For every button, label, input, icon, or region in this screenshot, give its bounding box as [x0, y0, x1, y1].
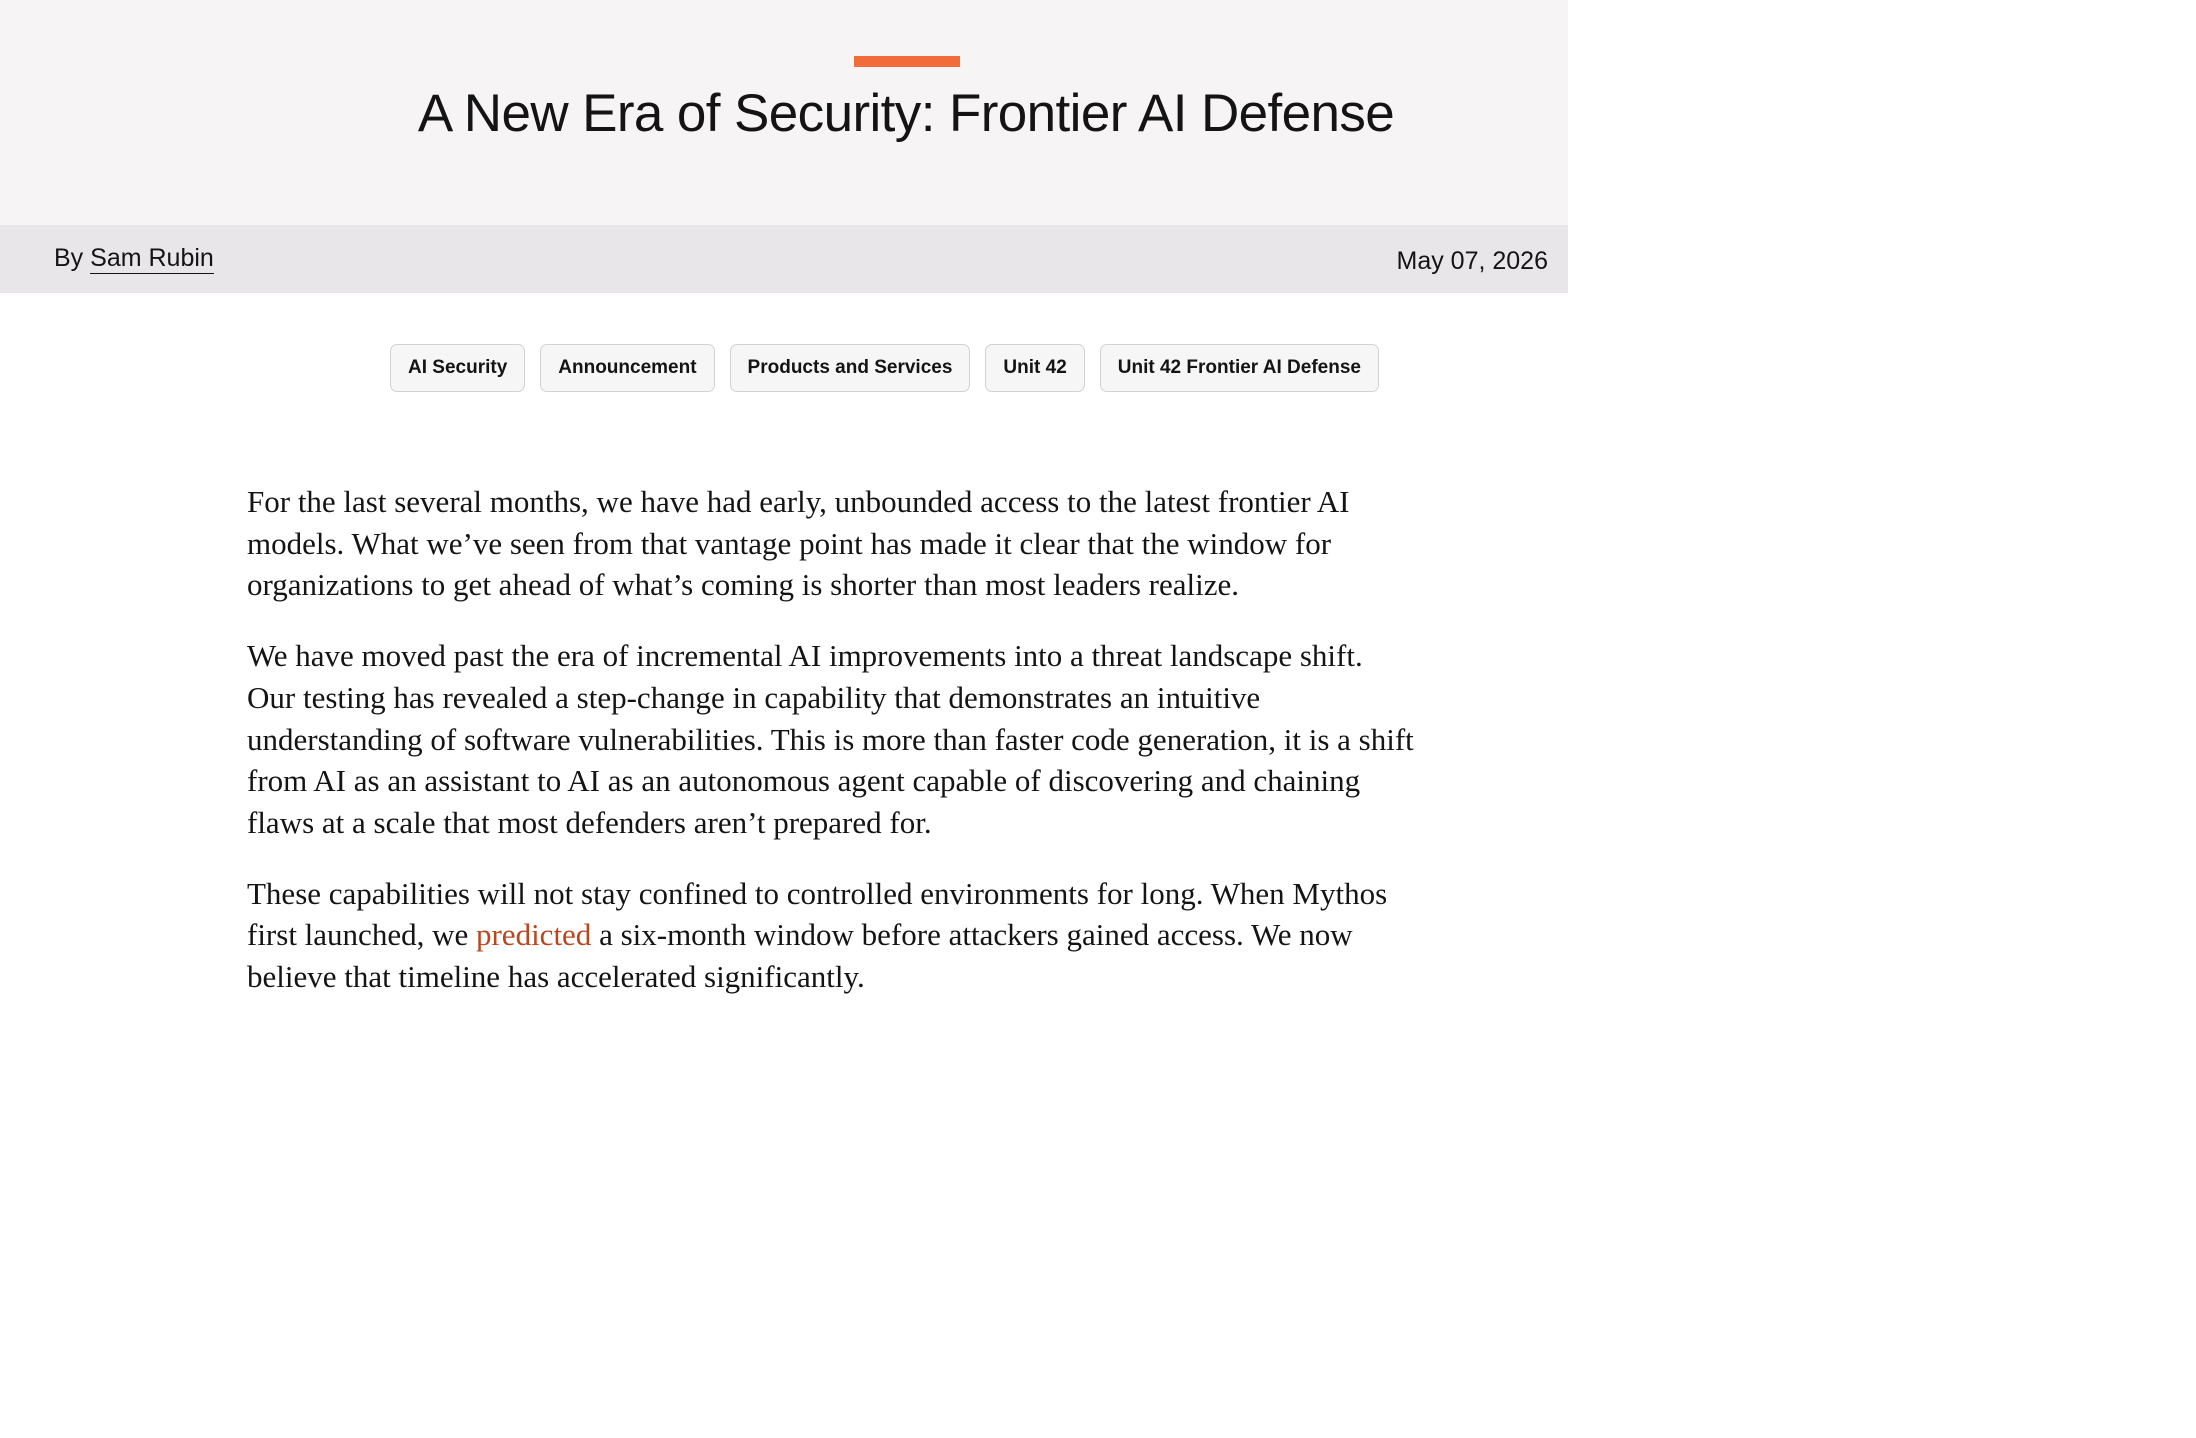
byline-prefix: By	[54, 244, 84, 272]
tag-unit-42[interactable]: Unit 42	[985, 344, 1084, 392]
tag-unit-42-frontier-ai-defense[interactable]: Unit 42 Frontier AI Defense	[1100, 344, 1379, 392]
paragraph-line: Our testing has revealed a step-change in capability that demonstrates an intuitive	[247, 679, 1261, 715]
paragraph-text: first launched, we	[247, 917, 476, 953]
tag-announcement[interactable]: Announcement	[540, 344, 714, 392]
paragraph-line: believe that timeline has accelerated significantly.	[247, 959, 865, 995]
paragraph-line: These capabilities will not stay confined to controlled environments for long. When Mythos	[247, 875, 1388, 911]
hero-header	[0, 0, 1568, 225]
tag-ai-security[interactable]: AI Security	[390, 344, 525, 392]
article-meta-bar	[0, 225, 1568, 293]
paragraph-line: models. What we’ve seen from that vantage point has made it clear that the window for	[247, 525, 1332, 561]
paragraph-3	[247, 873, 1568, 998]
paragraph-text: a six-month window before attackers gained access. We now	[591, 917, 1353, 953]
paragraph-line: from AI as an assistant to AI as an autonomous agent capable of discovering and chaining	[247, 763, 1361, 799]
author-link[interactable]: Sam Rubin	[90, 244, 214, 272]
paragraph-1	[247, 481, 1568, 606]
article-body	[247, 481, 1568, 1027]
paragraph-line: flaws at a scale that most defenders aren’t prepared for.	[247, 804, 932, 840]
paragraph-line: We have moved past the era of incremental AI improvements into a threat landscape shift.	[247, 638, 1363, 674]
publish-date: May 07, 2026	[1396, 247, 1548, 275]
predicted-link[interactable]: predicted	[475, 917, 592, 953]
tag-products-and-services[interactable]: Products and Services	[730, 344, 971, 392]
tag-list	[390, 344, 1379, 392]
paragraph-line: For the last several months, we have had early, unbounded access to the latest frontier AI	[247, 484, 1350, 519]
byline	[54, 242, 214, 274]
paragraph-line: organizations to get ahead of what’s coming is shorter than most leaders realize.	[247, 567, 1239, 603]
paragraph-2	[247, 635, 1568, 844]
paragraph-line: understanding of software vulnerabilities. This is more than faster code generation, it is a shift	[247, 721, 1414, 757]
title-accent-bar	[854, 56, 960, 67]
page-title: A New Era of Security: Frontier AI Defense	[417, 84, 1395, 143]
